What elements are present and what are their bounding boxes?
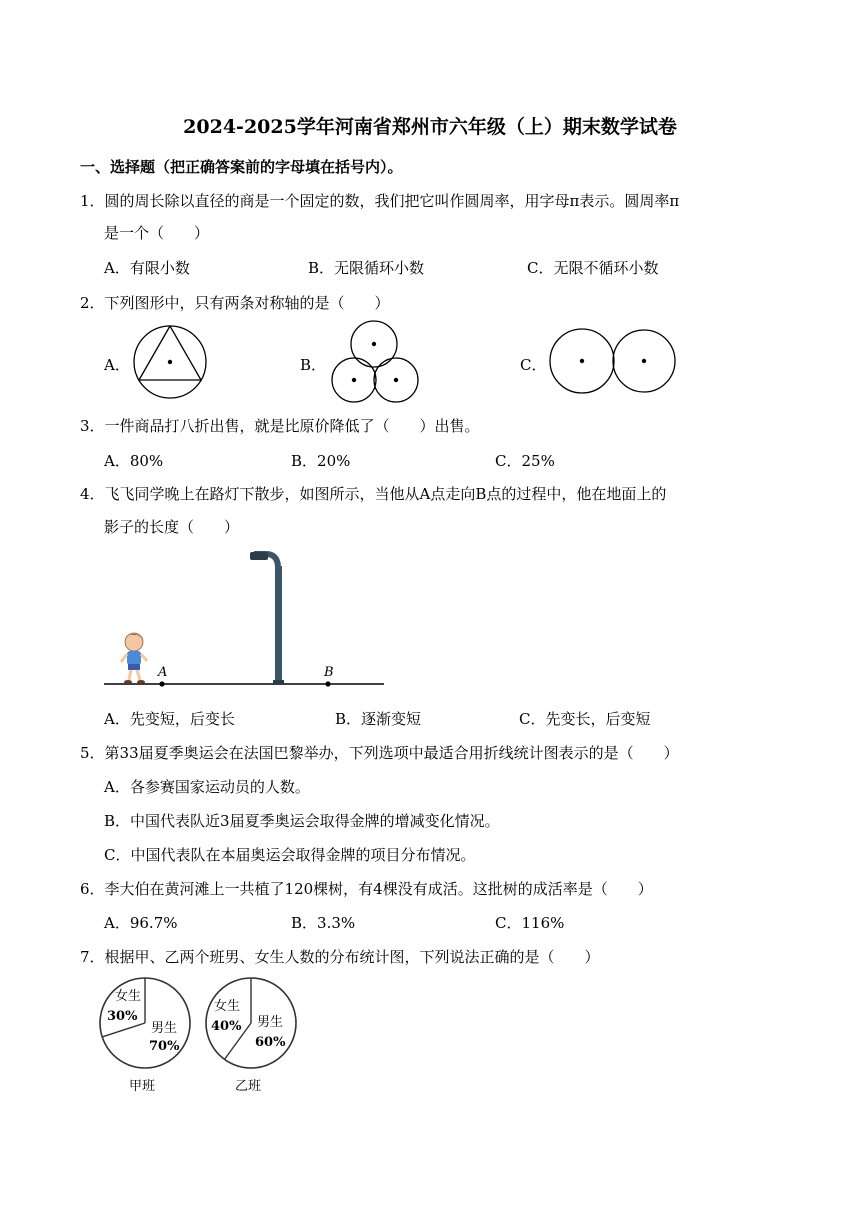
q1-option-b[interactable]: B．无限循环小数 <box>308 259 425 277</box>
question-1-line1: 1．圆的周长除以直径的商是一个固定的数，我们把它叫作圆周率，用字母π表示。圆周率π <box>80 192 680 210</box>
q6-option-c[interactable]: C．116% <box>495 914 565 932</box>
q2-option-c[interactable]: C． <box>520 356 547 374</box>
q5-option-b[interactable]: B．中国代表队近3届夏季奥运会取得金牌的增减变化情况。 <box>104 812 500 830</box>
section-heading: 一、选择题（把正确答案前的字母填在括号内）。 <box>80 158 403 176</box>
pie-yi-boy-pct: 60% <box>255 1035 286 1050</box>
pie-yi-boy-label: 男生 <box>257 1015 284 1030</box>
pie-yi-girl-label: 女生 <box>214 999 241 1014</box>
three-circles-figure <box>328 318 422 404</box>
q4-option-c[interactable]: C．先变长，后变短 <box>519 710 651 728</box>
question-4-line2: 影子的长度（ ） <box>104 518 240 536</box>
point-b-label: B <box>324 665 334 680</box>
q5-option-c[interactable]: C．中国代表队在本届奥运会取得金牌的项目分布情况。 <box>104 846 476 864</box>
pie-jia-girl-pct: 30% <box>107 1009 138 1024</box>
pie-jia-boy-pct: 70% <box>149 1039 180 1054</box>
q4-option-b[interactable]: B．逐渐变短 <box>335 710 422 728</box>
question-1-line2: 是一个（ ） <box>104 224 210 242</box>
pie-jia-name: 甲班 <box>129 1079 156 1094</box>
pie-chart-class-yi <box>206 978 296 1094</box>
q5-option-a[interactable]: A．各参赛国家运动员的人数。 <box>104 778 310 796</box>
pie-jia-girl-label: 女生 <box>115 989 142 1004</box>
street-lamp-figure <box>100 548 390 693</box>
question-4-line1: 4．飞飞同学晚上在路灯下散步，如图所示，当他从A点走向B点的过程中，他在地面上的 <box>80 485 667 503</box>
circle-triangle-figure <box>128 324 212 400</box>
q2-option-b[interactable]: B． <box>300 356 327 374</box>
pie-yi-name: 乙班 <box>235 1079 262 1094</box>
pie-charts-figure <box>95 976 325 1101</box>
pie-yi-girl-pct: 40% <box>211 1019 242 1034</box>
q1-option-c[interactable]: C．无限不循环小数 <box>527 259 659 277</box>
boy-icon <box>121 633 147 684</box>
two-circles-figure <box>546 326 678 396</box>
q2-option-a[interactable]: A． <box>104 356 130 374</box>
q3-option-c[interactable]: C．25% <box>495 452 555 470</box>
q4-option-a[interactable]: A．先变短，后变长 <box>104 710 235 728</box>
q6-option-a[interactable]: A．96.7% <box>104 914 178 932</box>
pie-jia-boy-label: 男生 <box>151 1021 178 1036</box>
question-6-line1: 6．李大伯在黄河滩上一共植了120棵树，有4棵没有成活。这批树的成活率是（ ） <box>80 880 653 898</box>
question-5-line1: 5．第33届夏季奥运会在法国巴黎举办，下列选项中最适合用折线统计图表示的是（ ） <box>80 744 679 762</box>
question-2-line1: 2．下列图形中，只有两条对称轴的是（ ） <box>80 294 390 312</box>
pie-chart-class-jia <box>100 978 190 1094</box>
question-3-line1: 3．一件商品打八折出售，就是比原价降低了（ ）出售。 <box>80 417 480 435</box>
q3-option-b[interactable]: B．20% <box>291 452 351 470</box>
q1-option-a[interactable]: A．有限小数 <box>104 259 190 277</box>
question-7-line1: 7．根据甲、乙两个班男、女生人数的分布统计图，下列说法正确的是（ ） <box>80 948 600 966</box>
page-title: 2024-2025学年河南省郑州市六年级（上）期末数学试卷 <box>183 116 677 138</box>
q6-option-b[interactable]: B．3.3% <box>291 914 356 932</box>
point-a-label: A <box>158 665 168 680</box>
q3-option-a[interactable]: A．80% <box>104 452 164 470</box>
